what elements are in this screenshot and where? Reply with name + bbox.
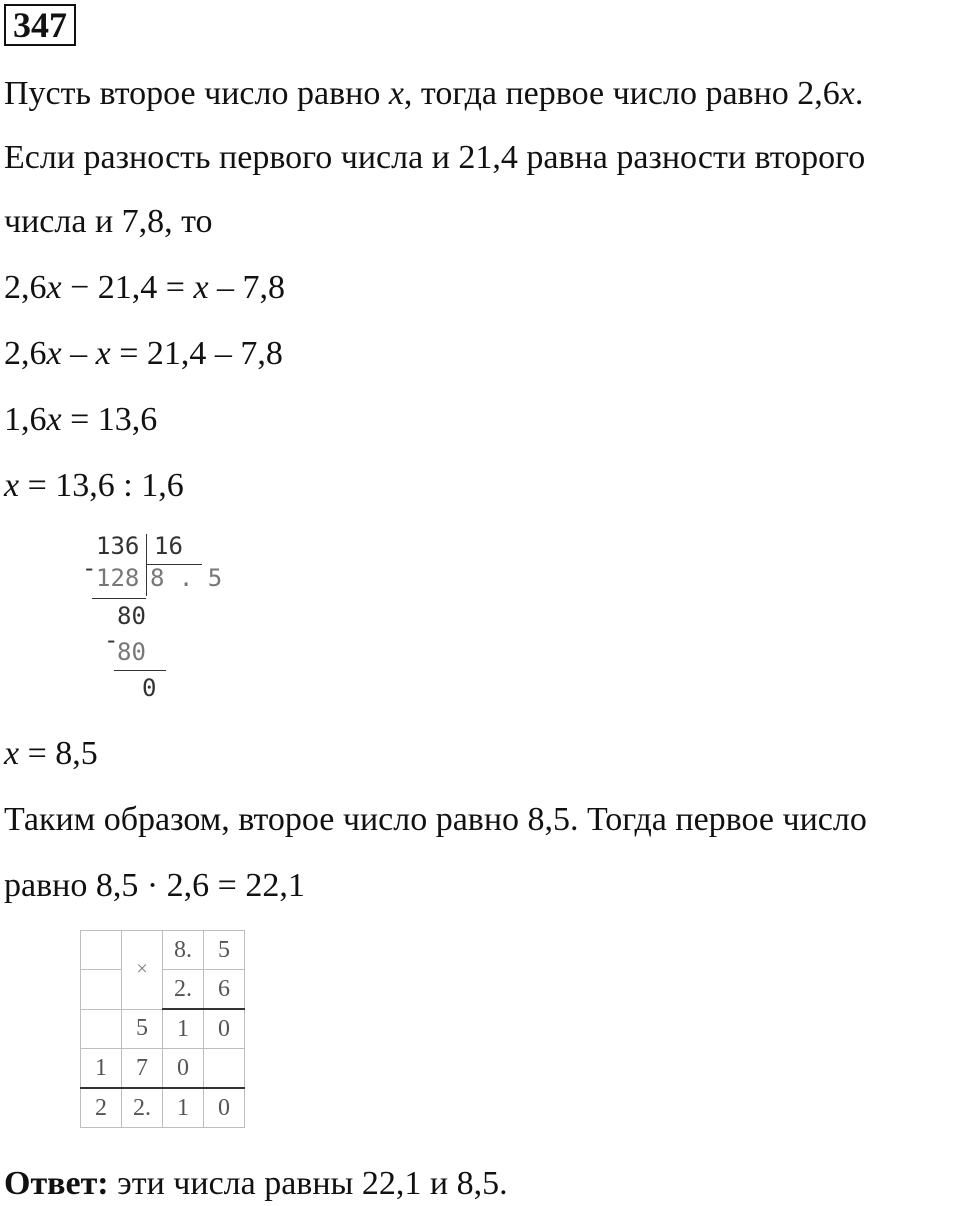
- times-sign: ×: [122, 931, 163, 1010]
- conclusion-line-2: равно 8,5 · 2,6 = 22,1: [4, 867, 305, 904]
- eq-part: 2,6: [4, 335, 47, 372]
- division-remainder-1: 80: [117, 602, 146, 630]
- equation-3: [4, 400, 157, 440]
- equation-1: [4, 268, 285, 308]
- task-number: 347: [4, 4, 76, 46]
- variable-x: x: [839, 75, 855, 112]
- eq-part: = 21,4 – 7,8: [110, 335, 283, 372]
- variable-x: x: [95, 335, 111, 372]
- eq-part: 2,6: [4, 269, 47, 306]
- grid-cell: 5: [122, 1009, 163, 1049]
- variable-x: x: [46, 269, 62, 306]
- grid-cell: 0: [204, 1009, 245, 1049]
- grid-cell: [81, 970, 122, 1010]
- division-minus-sign: -: [104, 626, 119, 654]
- grid-cell: 2.: [122, 1088, 163, 1128]
- division-line-2: [114, 670, 166, 671]
- eq-part: = 8,5: [19, 735, 98, 772]
- answer-label: Ответ:: [4, 1165, 109, 1202]
- grid-cell: 8.: [163, 931, 204, 970]
- grid-cell: 1: [163, 1009, 204, 1049]
- equation-4: [4, 466, 184, 506]
- grid-cell: 2: [81, 1088, 122, 1128]
- answer-text: эти числа равны 22,1 и 8,5.: [108, 1165, 508, 1202]
- intro-line-1: [4, 74, 863, 114]
- grid-cell: 7: [122, 1049, 163, 1089]
- eq-part: = 13,6: [61, 401, 158, 438]
- grid-cell: 2.: [163, 970, 204, 1010]
- answer-line: [4, 1164, 508, 1204]
- grid-cell: 6: [204, 970, 245, 1010]
- variable-x: x: [388, 75, 404, 112]
- division-remainder-2: 0: [142, 674, 157, 702]
- grid-cell: 0: [163, 1049, 204, 1089]
- intro-text-a: Пусть второе число равно: [4, 75, 389, 112]
- equation-5: [4, 734, 98, 774]
- division-line-1: [92, 598, 146, 599]
- variable-x: x: [193, 269, 209, 306]
- eq-part: –: [61, 335, 96, 372]
- long-division: [82, 530, 232, 710]
- grid-cell: 1: [81, 1049, 122, 1089]
- division-dividend: 136: [96, 532, 140, 560]
- multiplication-grid: [80, 930, 245, 1128]
- grid-cell: [81, 1009, 122, 1049]
- intro-line-3: числа и 7,8, то: [4, 203, 213, 240]
- division-subtrahend-2: 80: [117, 638, 146, 666]
- variable-x: x: [46, 335, 62, 372]
- conclusion-line-1: Таким образом, второе число равно 8,5. Тогда первое число: [4, 801, 867, 838]
- variable-x: x: [4, 735, 20, 772]
- grid-cell: [81, 931, 122, 970]
- division-divisor: 16: [154, 532, 183, 560]
- grid-cell: 5: [204, 931, 245, 970]
- equation-2: [4, 334, 283, 374]
- division-minus-sign: -: [82, 554, 97, 582]
- intro-line-2: Если разность первого числа и 21,4 равна разности второго: [4, 139, 866, 176]
- division-quotient: 8 . 5: [150, 564, 223, 592]
- variable-x: x: [4, 467, 20, 504]
- intro-text-b: , тогда первое число равно 2,6: [403, 75, 840, 112]
- eq-part: 1,6: [4, 401, 47, 438]
- division-vertical-line: [146, 534, 147, 596]
- eq-part: − 21,4 =: [61, 269, 194, 306]
- eq-part: = 13,6 : 1,6: [19, 467, 184, 504]
- intro-text-c: .: [854, 75, 864, 112]
- variable-x: x: [46, 401, 62, 438]
- grid-cell: 1: [163, 1088, 204, 1128]
- grid-cell: [204, 1049, 245, 1089]
- grid-cell: 0: [204, 1088, 245, 1128]
- division-subtrahend-1: 128: [96, 564, 140, 592]
- eq-part: – 7,8: [208, 269, 286, 306]
